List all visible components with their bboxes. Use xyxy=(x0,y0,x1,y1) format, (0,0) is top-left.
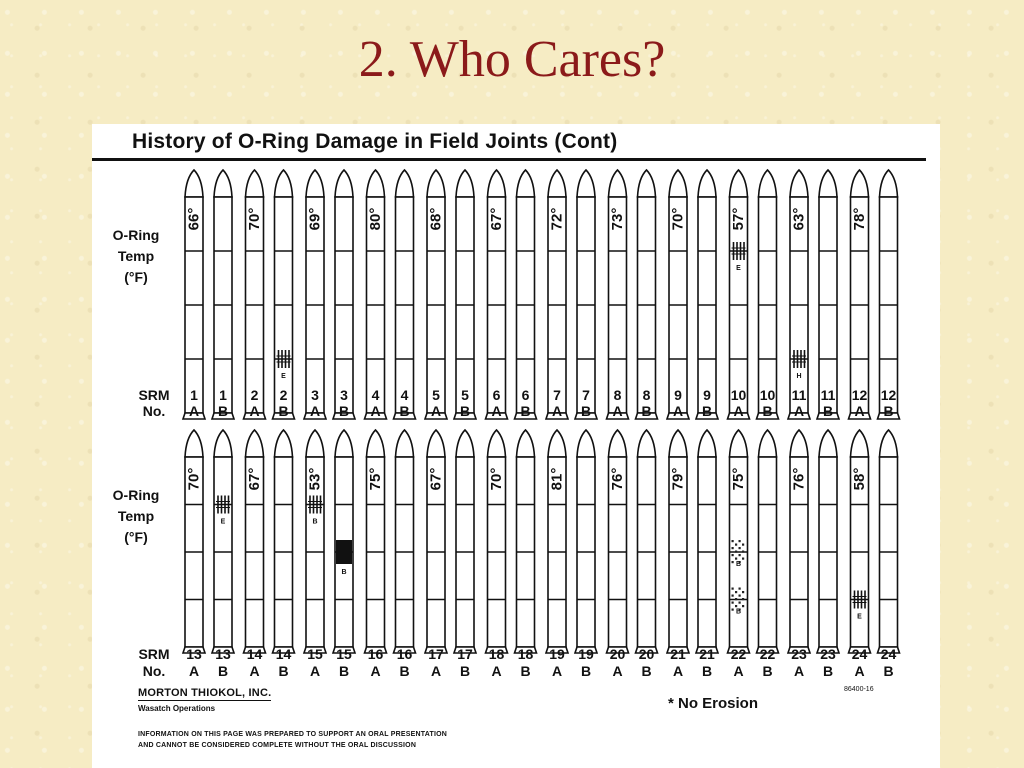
motor-nose-cone xyxy=(488,170,506,197)
oring-temp-label: 63° xyxy=(790,207,808,231)
motor-nose-cone xyxy=(517,170,535,197)
srm-flight-number: 20 xyxy=(638,646,655,662)
oring-temp-label: 72° xyxy=(548,207,566,231)
srm-side-letter: B xyxy=(822,403,834,419)
oring-temp-axis-label: Temp xyxy=(117,508,155,524)
srm-side-letter: A xyxy=(491,663,502,679)
srm-flight-number: 23 xyxy=(791,646,807,662)
damage-type-label: B xyxy=(312,518,318,526)
oring-temp-label: 79° xyxy=(669,467,687,491)
motor-nose-cone xyxy=(246,170,264,197)
srm-flight-number: 9 xyxy=(674,387,682,403)
srm-side-letter: A xyxy=(793,403,805,419)
motor-nose-cone xyxy=(759,170,777,197)
motor-nose-cone xyxy=(790,430,808,457)
damage-mark-dot xyxy=(732,547,734,549)
srm-flight-number: 3 xyxy=(311,387,319,403)
srm-side-letter: B xyxy=(580,663,592,679)
damage-mark-dot xyxy=(739,602,741,604)
damage-type-label: E xyxy=(281,373,286,380)
oring-temp-label: 76° xyxy=(790,467,808,491)
srm-flight-number: 11 xyxy=(791,387,807,403)
srm-side-letter: B xyxy=(459,403,471,419)
damage-mark-dot xyxy=(742,591,744,593)
motor-nose-cone xyxy=(669,430,687,457)
oring-temp-label: 70° xyxy=(185,467,203,491)
oring-temp-axis-label: O-Ring xyxy=(112,487,160,503)
srm-side-letter: B xyxy=(762,403,773,419)
srm-side-letter: B xyxy=(399,663,410,679)
srm-flight-number: 4 xyxy=(371,387,380,403)
oring-temp-label: 73° xyxy=(609,207,626,231)
srm-flight-number: 10 xyxy=(730,387,747,403)
motor-nose-cone xyxy=(185,430,203,457)
srm-side-letter: B xyxy=(278,403,289,419)
oring-temp-label: 76° xyxy=(609,467,626,491)
damage-mark-dot xyxy=(742,551,744,553)
motor-nose-cone xyxy=(275,430,293,457)
srm-side-letter: A xyxy=(430,663,442,679)
motor-nose-cone xyxy=(427,430,445,457)
damage-type-label: H xyxy=(796,373,802,380)
srm-side-letter: A xyxy=(188,663,200,679)
company-logo: MORTON THIOKOL, INC. xyxy=(138,687,272,699)
srm-side-letter: B xyxy=(883,663,894,679)
srm-side-letter: A xyxy=(430,403,442,419)
motor-nose-cone xyxy=(759,430,777,457)
damage-type-label: E xyxy=(220,518,226,526)
damage-mark-dot xyxy=(735,544,737,546)
oring-temp-label: 75° xyxy=(367,467,384,491)
srm-side-letter: A xyxy=(672,663,684,679)
motor-nose-cone xyxy=(367,170,385,197)
srm-side-letter: A xyxy=(793,663,805,679)
motor-nose-cone xyxy=(819,170,837,197)
motor-nose-cone xyxy=(851,170,869,197)
srm-flight-number: 24 xyxy=(880,646,897,662)
motor-nose-cone xyxy=(609,430,627,457)
srm-side-letter: B xyxy=(822,663,834,679)
srm-flight-number: 7 xyxy=(553,387,561,403)
slide-title: 2. Who Cares? xyxy=(358,31,666,88)
srm-flight-number: 9 xyxy=(703,387,711,403)
damage-type-label: B xyxy=(341,569,347,576)
srm-side-letter: A xyxy=(309,663,321,679)
srm-flight-number: 4 xyxy=(400,387,409,403)
srm-flight-number: 22 xyxy=(759,646,776,662)
oring-temp-label: 67° xyxy=(246,467,263,491)
damage-mark-dot xyxy=(742,605,744,607)
motor-nose-cone xyxy=(488,430,506,457)
srm-side-letter: A xyxy=(188,403,200,419)
srm-flight-number: 8 xyxy=(642,387,651,403)
srm-axis-label: SRM xyxy=(138,387,170,403)
srm-flight-number: 10 xyxy=(759,387,776,403)
damage-mark-dot xyxy=(742,598,744,600)
srm-flight-number: 12 xyxy=(880,387,897,403)
oring-temp-label: 57° xyxy=(730,207,747,231)
oring-temp-label: 78° xyxy=(851,207,868,231)
srm-side-letter: A xyxy=(491,403,502,419)
srm-side-letter: B xyxy=(338,663,350,679)
legend-note: * No Erosion xyxy=(668,695,759,712)
srm-axis-label: SRM xyxy=(138,646,170,662)
motor-nose-cone xyxy=(730,430,748,457)
motor-nose-cone xyxy=(456,170,474,197)
damage-mark-dot xyxy=(739,588,741,590)
motor-nose-cone xyxy=(609,170,627,197)
srm-flight-number: 20 xyxy=(609,646,626,662)
oring-temp-label: 68° xyxy=(427,207,445,231)
srm-side-letter: B xyxy=(399,403,410,419)
srm-flight-number: 15 xyxy=(307,646,323,662)
srm-side-letter: B xyxy=(641,663,652,679)
motor-nose-cone xyxy=(819,430,837,457)
srm-side-letter: B xyxy=(701,663,713,679)
motor-nose-cone xyxy=(185,170,203,197)
motor-nose-cone xyxy=(730,170,748,197)
damage-type-label: E xyxy=(857,613,862,621)
oring-temp-label: 53° xyxy=(306,467,324,491)
srm-flight-number: 22 xyxy=(730,646,747,662)
damage-mark-dot xyxy=(739,547,741,549)
damage-mark-dot xyxy=(732,561,734,563)
motor-nose-cone xyxy=(396,430,414,457)
motor-nose-cone xyxy=(214,430,232,457)
oring-temp-label: 70° xyxy=(488,467,505,491)
damage-mark-solid xyxy=(336,540,352,564)
motor-nose-cone xyxy=(880,430,898,457)
srm-side-letter: B xyxy=(520,403,531,419)
srm-flight-number: 7 xyxy=(582,387,590,403)
oring-temp-axis-label: (°F) xyxy=(124,529,148,545)
srm-flight-number: 5 xyxy=(432,387,440,403)
motor-nose-cone xyxy=(517,430,535,457)
damage-type-label: B xyxy=(735,561,742,568)
srm-flight-number: 2 xyxy=(250,387,259,403)
srm-side-letter: B xyxy=(338,403,350,419)
srm-flight-number: 18 xyxy=(517,646,534,662)
damage-mark-dot xyxy=(732,609,734,611)
srm-flight-number: 19 xyxy=(549,646,565,662)
srm-flight-number: 16 xyxy=(367,646,384,662)
srm-side-letter: A xyxy=(370,403,381,419)
srm-flight-number: 1 xyxy=(219,387,227,403)
srm-side-letter: B xyxy=(883,403,894,419)
damage-mark-dot xyxy=(739,540,741,542)
oring-temp-label: 66° xyxy=(185,207,203,231)
motor-nose-cone xyxy=(306,430,324,457)
motor-nose-cone xyxy=(638,170,656,197)
srm-side-letter: B xyxy=(520,663,531,679)
motor-nose-cone xyxy=(275,170,293,197)
srm-flight-number: 6 xyxy=(521,387,530,403)
srm-side-letter: A xyxy=(733,403,744,419)
motor-nose-cone xyxy=(396,170,414,197)
srm-flight-number: 5 xyxy=(461,387,469,403)
srm-side-letter: A xyxy=(612,663,623,679)
srm-flight-number: 8 xyxy=(613,387,622,403)
srm-flight-number: 2 xyxy=(279,387,288,403)
motor-nose-cone xyxy=(669,170,687,197)
srm-side-letter: B xyxy=(278,663,289,679)
motor-nose-cone xyxy=(335,170,353,197)
damage-type-label: E xyxy=(736,265,741,272)
srm-side-letter: A xyxy=(612,403,623,419)
damage-mark-dot xyxy=(732,588,734,590)
srm-flight-number: 23 xyxy=(820,646,836,662)
disclaimer: INFORMATION ON THIS PAGE WAS PREPARED TO SUPPORT AN ORAL PRESENTATION AND CANNOT BE CONSIDERED COMPLETE WITHOUT THE ORAL DISCUSSION xyxy=(138,731,447,749)
motor-nose-cone xyxy=(214,170,232,197)
damage-mark-dot xyxy=(732,595,734,597)
motor-nose-cone xyxy=(367,430,385,457)
motor-nose-cone xyxy=(698,170,716,197)
srm-flight-number: 11 xyxy=(820,387,836,403)
oring-temp-label: 70° xyxy=(669,207,687,231)
srm-side-letter: A xyxy=(249,663,260,679)
oring-temp-label: 67° xyxy=(427,467,445,491)
damage-mark-dot xyxy=(735,558,737,560)
motor-nose-cone xyxy=(698,430,716,457)
damage-type-label: B xyxy=(735,608,742,616)
damage-mark-dot xyxy=(735,591,737,593)
chart-panel xyxy=(92,124,940,768)
motor-nose-cone xyxy=(306,170,324,197)
srm-axis-label: No. xyxy=(142,403,166,419)
srm-motor-diagram xyxy=(92,124,940,684)
motor-nose-cone xyxy=(246,430,264,457)
oring-temp-label: 81° xyxy=(548,467,566,491)
motor-nose-cone xyxy=(456,430,474,457)
oring-temp-label: 80° xyxy=(367,207,384,231)
srm-flight-number: 18 xyxy=(488,646,505,662)
srm-flight-number: 15 xyxy=(336,646,352,662)
srm-side-letter: B xyxy=(701,403,713,419)
srm-flight-number: 21 xyxy=(699,646,715,662)
oring-temp-label: 69° xyxy=(306,207,324,231)
motor-nose-cone xyxy=(577,430,595,457)
damage-mark-dot xyxy=(735,605,737,607)
chart-title: History of O-Ring Damage in Field Joints (Cont) xyxy=(132,130,618,153)
oring-temp-label: 70° xyxy=(246,207,263,231)
srm-side-letter: B xyxy=(580,403,592,419)
srm-side-letter: A xyxy=(733,663,744,679)
srm-flight-number: 12 xyxy=(851,387,868,403)
oring-temp-label: 75° xyxy=(730,467,747,491)
srm-flight-number: 17 xyxy=(457,646,473,662)
damage-mark-dot xyxy=(739,554,741,556)
srm-side-letter: A xyxy=(249,403,260,419)
motor-nose-cone xyxy=(577,170,595,197)
srm-side-letter: B xyxy=(641,403,652,419)
srm-side-letter: A xyxy=(672,403,684,419)
srm-side-letter: A xyxy=(370,663,381,679)
damage-mark-dot xyxy=(742,544,744,546)
division-name: Wasatch Operations xyxy=(138,704,216,713)
motor-nose-cone xyxy=(548,170,566,197)
srm-side-letter: A xyxy=(854,403,865,419)
srm-flight-number: 14 xyxy=(275,646,292,662)
srm-flight-number: 13 xyxy=(186,646,202,662)
oring-temp-axis-label: Temp xyxy=(117,248,155,264)
damage-mark-dot xyxy=(732,540,734,542)
srm-side-letter: A xyxy=(551,663,563,679)
srm-flight-number: 16 xyxy=(396,646,413,662)
motor-nose-cone xyxy=(427,170,445,197)
damage-mark-dot xyxy=(732,602,734,604)
document-code: 86400-16 xyxy=(844,686,874,693)
motor-nose-cone xyxy=(335,430,353,457)
srm-side-letter: A xyxy=(309,403,321,419)
srm-side-letter: B xyxy=(762,663,773,679)
damage-mark-dot xyxy=(739,595,741,597)
oring-temp-axis-label: O-Ring xyxy=(112,227,160,243)
motor-nose-cone xyxy=(638,430,656,457)
srm-flight-number: 17 xyxy=(428,646,444,662)
srm-flight-number: 21 xyxy=(670,646,686,662)
srm-flight-number: 13 xyxy=(215,646,231,662)
srm-side-letter: B xyxy=(459,663,471,679)
srm-flight-number: 3 xyxy=(340,387,348,403)
srm-flight-number: 14 xyxy=(246,646,263,662)
srm-flight-number: 19 xyxy=(578,646,594,662)
motor-nose-cone xyxy=(880,170,898,197)
srm-side-letter: B xyxy=(217,663,229,679)
damage-mark-dot xyxy=(742,558,744,560)
oring-temp-axis-label: (°F) xyxy=(124,269,148,285)
srm-flight-number: 24 xyxy=(851,646,868,662)
srm-flight-number: 6 xyxy=(492,387,501,403)
motor-nose-cone xyxy=(548,430,566,457)
damage-mark-dot xyxy=(735,551,737,553)
srm-side-letter: A xyxy=(854,663,865,679)
srm-side-letter: B xyxy=(217,403,229,419)
motor-nose-cone xyxy=(790,170,808,197)
damage-mark-dot xyxy=(732,554,734,556)
oring-temp-label: 67° xyxy=(488,207,505,231)
damage-mark-dot xyxy=(735,598,737,600)
oring-temp-label: 58° xyxy=(851,467,868,491)
srm-flight-number: 1 xyxy=(190,387,198,403)
srm-side-letter: A xyxy=(551,403,563,419)
srm-axis-label: No. xyxy=(142,663,166,679)
motor-nose-cone xyxy=(851,430,869,457)
